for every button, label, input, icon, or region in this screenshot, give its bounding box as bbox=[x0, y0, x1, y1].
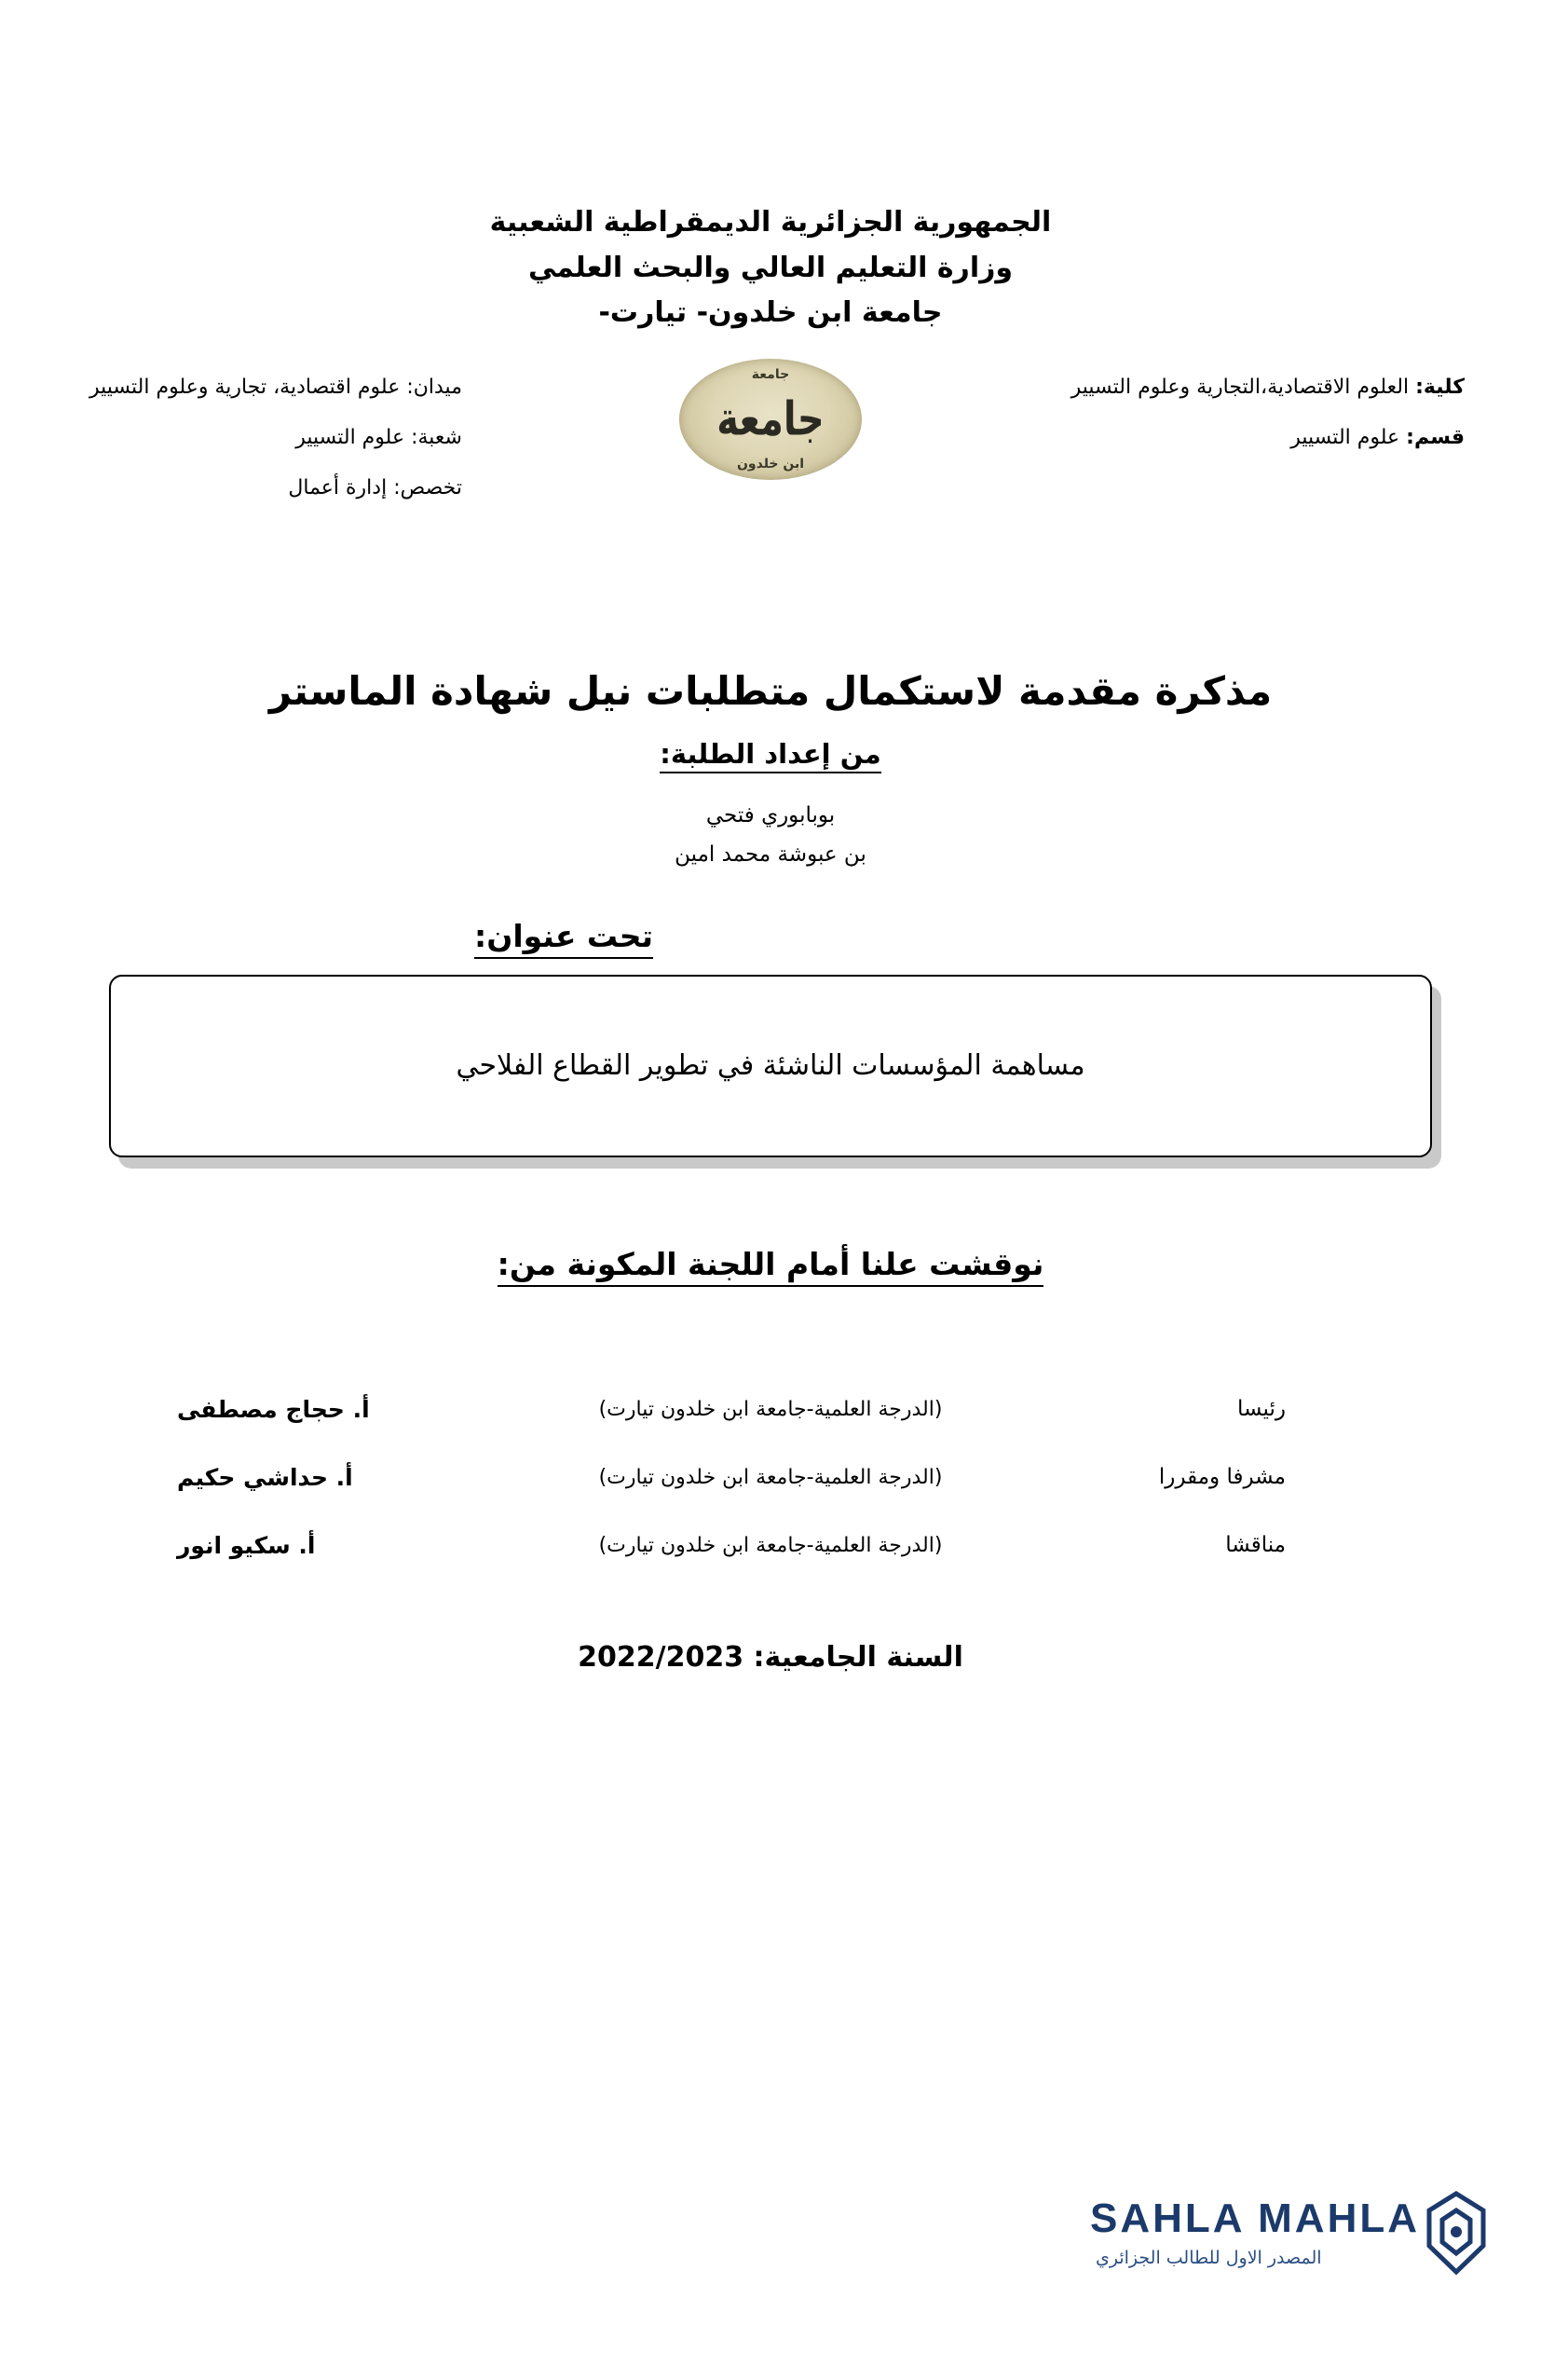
faculty-label: كلية: bbox=[1415, 375, 1465, 399]
watermark-tagline: المصدر الاول للطالب الجزائري bbox=[1096, 2248, 1322, 2268]
jury-affiliation: (الدرجة العلمية-جامعة ابن خلدون تيارت) bbox=[598, 1465, 943, 1489]
jury-role: رئيسا bbox=[1237, 1397, 1286, 1422]
seal-arc-top: جامعة bbox=[751, 366, 790, 382]
branch-row bbox=[89, 413, 462, 463]
header-line-ministry: وزارة التعليم العالي والبحث العلمي bbox=[527, 251, 1014, 284]
jury-name: أ. سكيو انور bbox=[177, 1531, 316, 1559]
faculty-value: العلوم الاقتصادية،التجارية وعلوم التسيير bbox=[1071, 375, 1410, 399]
thesis-main-title: مذكرة مقدمة لاستكمال متطلبات نيل شهادة الماستر bbox=[268, 667, 1273, 714]
document-page bbox=[0, 200, 1541, 2380]
students-list bbox=[0, 796, 1541, 875]
jury-table bbox=[142, 1375, 1399, 1580]
domain-row bbox=[89, 362, 462, 413]
jury-affiliation: (الدرجة العلمية-جامعة ابن خلدون تيارت) bbox=[598, 1533, 943, 1557]
specialty-label: تخصص: bbox=[393, 475, 462, 499]
jury-heading bbox=[0, 1246, 1541, 1282]
jury-name: أ. حداشي حكيم bbox=[177, 1463, 353, 1491]
branch-value: علوم التسيير bbox=[295, 425, 405, 449]
specialty-row bbox=[89, 463, 462, 513]
faculty-row bbox=[1071, 362, 1465, 413]
table-row bbox=[142, 1375, 1399, 1443]
header-line-country: الجمهورية الجزائرية الديمقراطية الشعبية bbox=[489, 206, 1052, 239]
thesis-title-box bbox=[109, 975, 1432, 1157]
seal-oval bbox=[679, 359, 862, 480]
seal-center-glyph: جامعة bbox=[716, 392, 825, 446]
department-label: قسم: bbox=[1406, 425, 1465, 449]
seal-arc-bottom: ابن خلدون bbox=[736, 456, 805, 472]
watermark-brand: SAHLA MAHLA bbox=[1090, 2195, 1420, 2241]
jury-heading-label: نوقشت علنا أمام اللجنة المكونة من: bbox=[498, 1246, 1044, 1287]
academic-year: السنة الجامعية: 2022/2023 bbox=[578, 1640, 963, 1674]
watermark-logo bbox=[1090, 2190, 1491, 2311]
jury-affiliation: (الدرجة العلمية-جامعة ابن خلدون تيارت) bbox=[598, 1397, 943, 1421]
branch-label: شعبة: bbox=[411, 425, 462, 449]
prepared-by-heading bbox=[0, 738, 1541, 770]
header-line-university: جامعة ابن خلدون- تيارت- bbox=[598, 296, 943, 330]
watermark-mark-icon bbox=[1422, 2190, 1491, 2276]
student-name: بوبابوري فتحي bbox=[705, 802, 836, 828]
specialty-value: إدارة أعمال bbox=[288, 475, 388, 499]
prepared-by-label: من إعداد الطلبة: bbox=[660, 738, 881, 773]
department-row bbox=[1071, 413, 1465, 463]
thesis-title-box-wrapper bbox=[109, 975, 1432, 1166]
under-title-label: تحت عنوان: bbox=[474, 918, 653, 959]
domain-label: ميدان: bbox=[406, 375, 462, 399]
jury-role: مناقشا bbox=[1225, 1533, 1286, 1558]
domain-value: علوم اقتصادية، تجارية وعلوم التسيير bbox=[89, 375, 401, 399]
university-seal bbox=[679, 359, 862, 489]
table-row bbox=[142, 1443, 1399, 1511]
jury-role: مشرفا ومقررا bbox=[1158, 1465, 1286, 1490]
jury-name: أ. حجاج مصطفى bbox=[177, 1395, 370, 1423]
institution-info bbox=[0, 362, 1541, 558]
under-title-heading bbox=[0, 918, 1541, 954]
institution-info-left bbox=[89, 362, 462, 513]
thesis-title-text: مساهمة المؤسسات الناشئة في تطوير القطاع الفلاحي bbox=[456, 1049, 1085, 1083]
table-row bbox=[142, 1511, 1399, 1580]
student-name: بن عبوشة محمد امين bbox=[675, 842, 866, 868]
institution-info-right bbox=[1071, 362, 1465, 463]
document-header bbox=[0, 200, 1541, 336]
department-value: علوم التسيير bbox=[1290, 425, 1400, 449]
